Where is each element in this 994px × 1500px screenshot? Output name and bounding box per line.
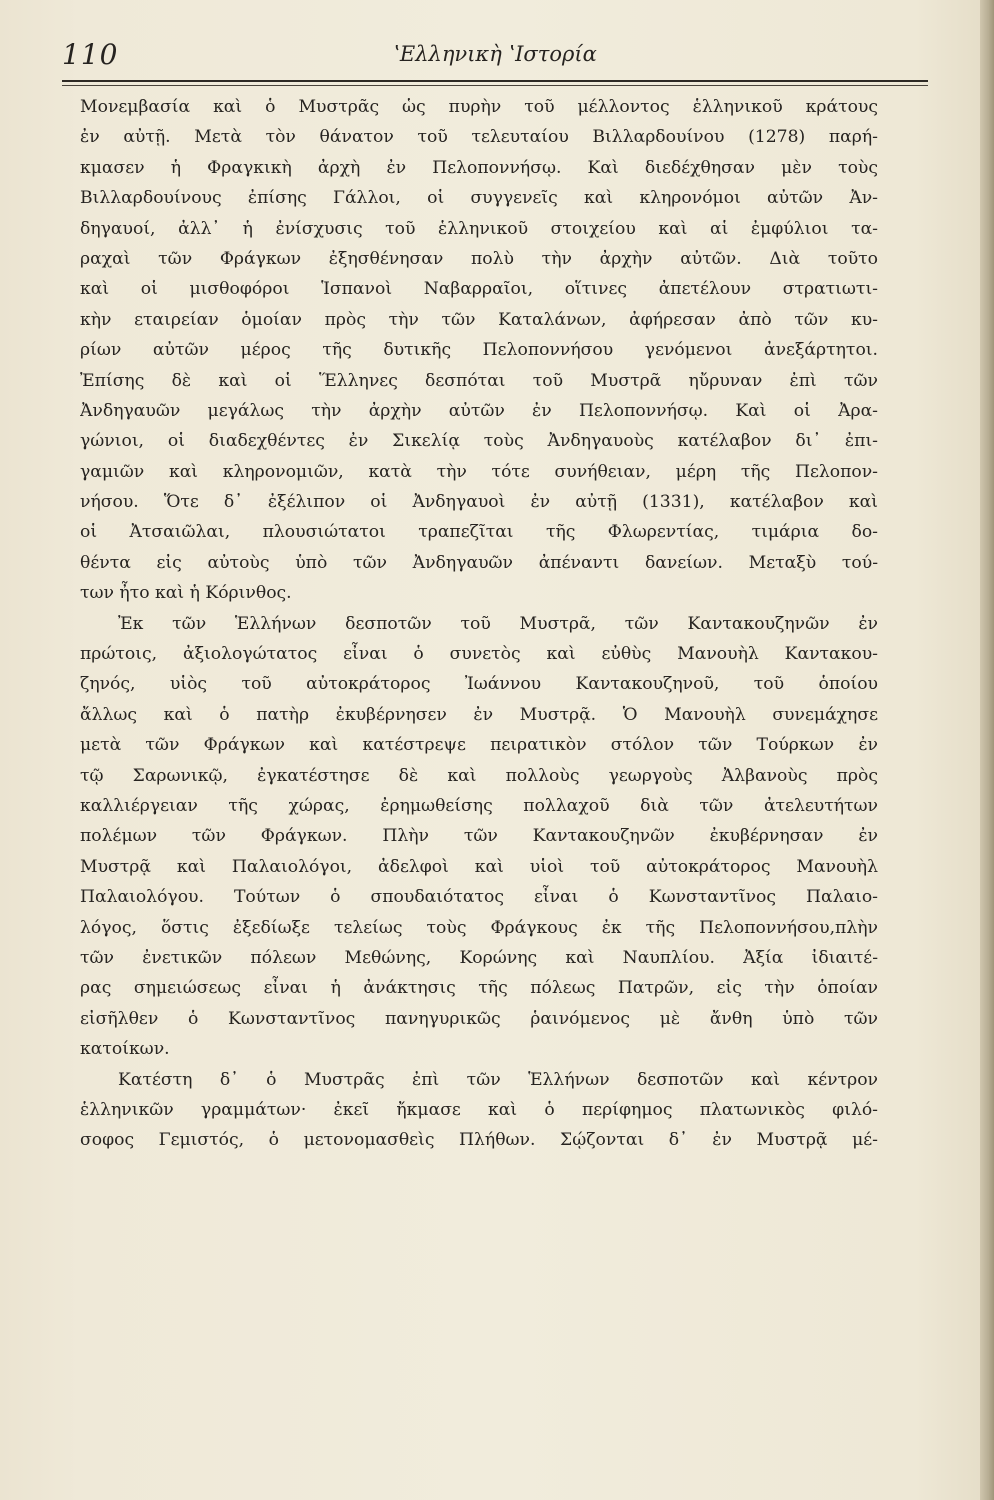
text-line: Παλαιολόγου. Τούτων ὁ σπουδαιότατος εἶναι ὁ Κωνσταντῖνος Παλαιο- [80, 887, 878, 908]
body-text [80, 92, 878, 1156]
text-line: γώνιοι, οἱ διαδεχθέντες ἐν Σικελίᾳ τοὺς Ἀνδηγαυοὺς κατέλαβον δι᾽ ἐπι- [80, 431, 878, 452]
text-line: Βιλλαρδουίνους ἐπίσης Γάλλοι, οἱ συγγενεῖς καὶ κληρονόμοι αὐτῶν Ἀν- [80, 188, 878, 209]
text-line: λόγος, ὅστις ἐξεδίωξε τελείως τοὺς Φράγκους ἐκ τῆς Πελοποννήσου,πλὴν [80, 917, 878, 938]
text-line: δηγαυοί, ἀλλ᾽ ἡ ἐνίσχυσις τοῦ ἑλληνικοῦ στοιχείου καὶ αἱ ἐμφύλιοι τα- [80, 218, 878, 239]
text-line: κὴν εταιρείαν ὁμοίαν πρὸς τὴν τῶν Καταλάνων, ἀφήρεσαν ἀπὸ τῶν κυ- [80, 309, 878, 330]
page-edge [980, 0, 994, 1500]
page-header [62, 34, 928, 84]
text-line: ραχαὶ τῶν Φράγκων ἐξησθένησαν πολὺ τὴν ἀρχὴν αὐτῶν. Διὰ τοῦτο [80, 248, 878, 269]
text-line: Κατέστη δ᾽ ὁ Μυστρᾶς ἐπὶ τῶν Ἑλλήνων δεσποτῶν καὶ κέντρον [118, 1069, 878, 1090]
text-line: εἰσῆλθεν ὁ Κωνσταντῖνος πανηγυρικῶς ῥαινόμενος μὲ ἄνθη ὑπὸ τῶν [80, 1008, 878, 1029]
text-line: καὶ οἱ μισθοφόροι Ἱσπανοὶ Ναβαρραῖοι, οἵτινες ἀπετέλουν στρατιωτι- [80, 279, 878, 300]
text-line: ρίων αὐτῶν μέρος τῆς δυτικῆς Πελοποννήσου γενόμενοι ἀνεξάρτητοι. [80, 340, 878, 361]
text-line: ζηνός, υἱὸς τοῦ αὐτοκράτορος Ἰωάννου Καντακουζηνοῦ, τοῦ ὁποίου [80, 674, 878, 695]
page-number: 110 [62, 38, 119, 71]
text-line: γαμιῶν καὶ κληρονομιῶν, κατὰ τὴν τότε συνήθειαν, μέρη τῆς Πελοπον- [80, 461, 878, 482]
text-line: Ἐκ τῶν Ἑλλήνων δεσποτῶν τοῦ Μυστρᾶ, τῶν Καντακουζηνῶν ἐν [118, 613, 878, 634]
text-line: ἑλληνικῶν γραμμάτων· ἐκεῖ ἤκμασε καὶ ὁ περίφημος πλατωνικὸς φιλό- [80, 1099, 878, 1120]
text-line: κμασεν ἡ Φραγκικὴ ἀρχὴ ἐν Πελοποννήσῳ. Καὶ διεδέχθησαν μὲν τοὺς [80, 157, 878, 178]
text-line: μετὰ τῶν Φράγκων καὶ κατέστρεψε πειρατικὸν στόλον τῶν Τούρκων ἐν [80, 735, 878, 756]
text-line: ρας σημειώσεως εἶναι ἡ ἀνάκτησις τῆς πόλεως Πατρῶν, εἰς τὴν ὁποίαν [80, 978, 878, 999]
text-line: Μυστρᾷ καὶ Παλαιολόγοι, ἀδελφοὶ καὶ υἱοὶ τοῦ αὐτοκράτορος Μανουὴλ [80, 856, 878, 877]
text-line: νήσου. Ὅτε δ᾽ ἐξέλιπον οἱ Ἀνδηγαυοὶ ἐν αὐτῇ (1331), κατέλαβον καὶ [80, 492, 878, 513]
text-line: Μονεμβασία καὶ ὁ Μυστρᾶς ὡς πυρὴν τοῦ μέλλοντος ἑλληνικοῦ κράτους [80, 97, 878, 117]
header-rule-thin [62, 85, 928, 86]
text-line: πολέμων τῶν Φράγκων. Πλὴν τῶν Καντακουζηνῶν ἐκυβέρνησαν ἐν [80, 826, 878, 847]
running-title: ʽΕλληνικὴ ʽΙστορία [393, 42, 597, 66]
text-line: τῶν ἐνετικῶν πόλεων Μεθώνης, Κορώνης καὶ Ναυπλίου. Ἀξία ἰδιαιτέ- [80, 947, 878, 968]
text-line: πρώτοις, ἀξιολογώτατος εἶναι ὁ συνετὸς καὶ εὐθὺς Μανουὴλ Καντακου- [80, 644, 878, 665]
header-rule [62, 80, 928, 82]
text-line: κατοίκων. [80, 1039, 170, 1060]
text-line: θέντα εἰς αὐτοὺς ὑπὸ τῶν Ἀνδηγαυῶν ἀπέναντι δανείων. Μεταξὺ τού- [80, 552, 878, 573]
text-line: Ἀνδηγαυῶν μεγάλως τὴν ἀρχὴν αὐτῶν ἐν Πελοποννήσῳ. Καὶ οἱ Ἀρα- [80, 400, 878, 421]
text-line: ἄλλως καὶ ὁ πατὴρ ἐκυβέρνησεν ἐν Μυστρᾷ. Ὁ Μανουὴλ συνεμάχησε [80, 704, 878, 725]
text-line: τῷ Σαρωνικῷ, ἐγκατέστησε δὲ καὶ πολλοὺς γεωργοὺς Ἀλβανοὺς πρὸς [80, 765, 878, 786]
text-line: Ἐπίσης δὲ καὶ οἱ Ἕλληνες δεσπόται τοῦ Μυστρᾶ ηὔρυναν ἐπὶ τῶν [80, 370, 878, 391]
text-line: των ἦτο καὶ ἡ Κόρινθος. [80, 583, 292, 604]
text-line: σοφος Γεμιστός, ὁ μετονομασθεὶς Πλήθων. Σῴζονται δ᾽ ἐν Μυστρᾷ μέ- [80, 1130, 878, 1151]
text-line: ἐν αὐτῇ. Μετὰ τὸν θάνατον τοῦ τελευταίου Βιλλαρδουίνου (1278) παρή- [80, 127, 878, 148]
text-line: οἱ Ἀτσαιῶλαι, πλουσιώτατοι τραπεζῖται τῆς Φλωρεντίας, τιμάρια δο- [80, 522, 878, 543]
text-line: καλλιέργειαν τῆς χώρας, ἐρημωθείσης πολλαχοῦ διὰ τῶν ἀτελευτήτων [80, 795, 878, 816]
